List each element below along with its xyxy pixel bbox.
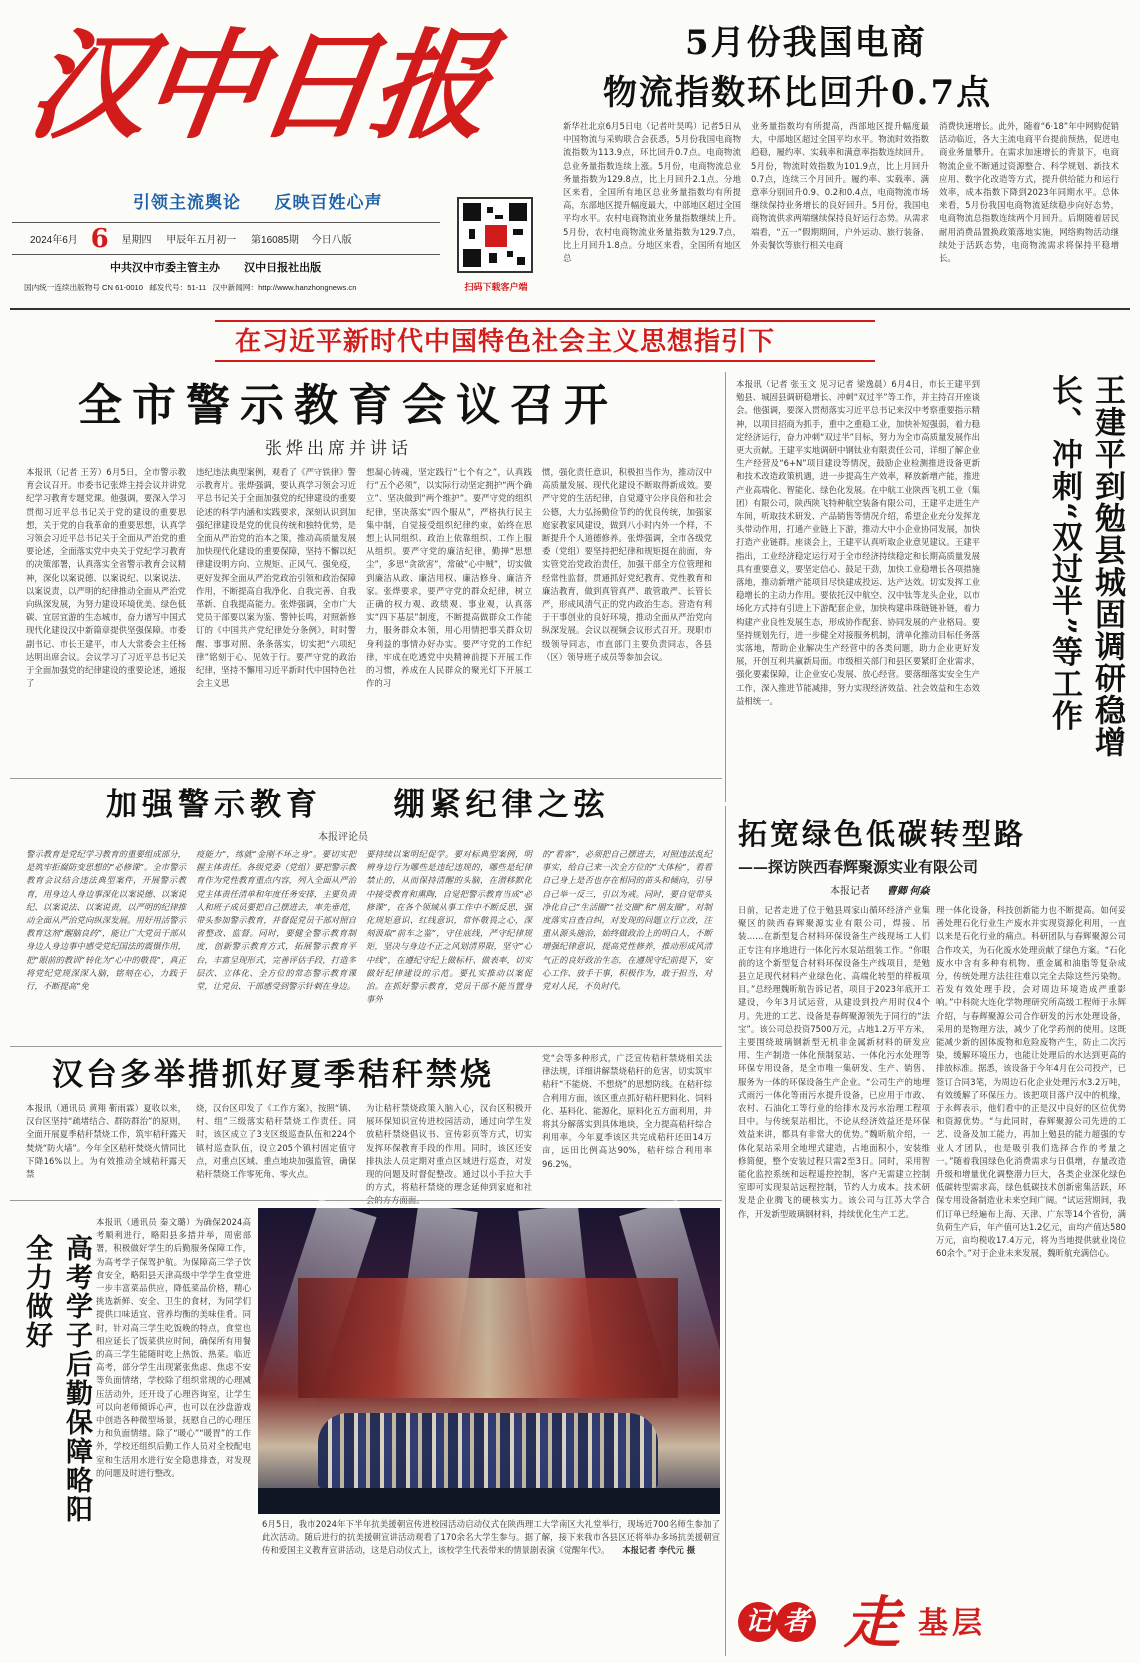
green-story-title: 拓宽绿色低碳转型路 bbox=[738, 817, 1027, 851]
straw-story-col-4: 党“会等多种形式，广泛宣传秸秆禁烧相关法律法规，详细讲解禁烧秸秆的危害，切实筑牢秸秆“不能烧、不想烧”的思想防线。在秸秆综合利用方面，该区重点抓好秸秆肥料化、饲料化、基料化、能源化，原料化五方面利用，并将其分解落实到具体地块，全力提高秸秆综合利用率。今年夏季该区共完成秸秆还田14万亩，远田比例高达90%，秸秆综合利用率96.2%。 bbox=[542, 1053, 712, 1169]
photo-credit: 本报记者 李代元 摄 bbox=[622, 1545, 696, 1556]
sponsor-line bbox=[110, 259, 470, 275]
corner-ji-circle bbox=[738, 1602, 778, 1642]
straw-story-title: 汉台多举措抓好夏季秸秆禁烧 bbox=[52, 1057, 494, 1093]
green-story-col-2: 理一体化设备，科技创新能力也不断提高。如何妥善处理石化行业生产废水并实现资源化利用，一直以来是石化行业的痛点。科研团队与春辉聚源公司合作攻关，为石化废水处理贡献了绿色方案。“石化废水中含有多种有机物、重金属和油脂等复杂成分，传统处理方法往往难以完全去除这些污染物。若发有效处理手段，会对周边环境造成严重影响。”中科院大连化学物理研究所高级工程师于永辉介绍，与春辉聚源公司合作研发的污水处理设备，采用的是物理方法，减少了化学药剂的使用。这既能减少新的固体废物和危险废物产生，防止二次污染，缓解环境压力，也能让处理后的水达到更高的排放标准。据悉，该设备于今年4月在公司投产，已签订合同3笔，为周边石化企业处理污水3.2万吨，有效缓解了环保压力。该把项目落户汉中的机缘，于永辉表示，他们看中的正是汉中良好的区位优势和资源优势。“与此同时，春辉聚源公司先进的工艺、设备及加工能力，再加上勉县的能力超强的专业人才团队，也是吸引我们选择合作的考量之一。”随着我国绿色化消费需求与日俱增，存量改造升级和增量优化调整潜力巨大，各类企业深化绿色低碳转型需求高，绿色低碳技术创新密集活跃，环保专用设备制造业未来空间广阔。“试运营期间，我们订单已经遍布上海、天津、广东等14个省份，满负荷生产后，年产值可达1.2亿元，亩均产值达580万元，亩均税收17.4万元，将为当地提供就业岗位60余个。”对于企业未来发展，魏昕航充满信心。 bbox=[936, 905, 1126, 1259]
main-story-col-4: 惯，强化责任意识，积极担当作为，推动汉中高质量发展、现代化建设不断取得新成效。要严守党的生活纪律，自觉遵守公序良俗和社会公德，大力弘扬勤俭节约的优良传统，加强家庭家教家风建设，做到八小时内外一个样，不断提升个人道德修养。张烨强调，全市各级党委（党组）要坚持把纪律和规矩挺在前面，夯实管党治党政治责任，加强干部全方位管理和经常性监督，贯通抓好党纪教育、党性教育和廉洁教育，做到真管真严、敢管敢严、长管长严，形成风清气正的党内政治生态。营造有利于干事创业的良好环境，推动全面从严治党向纵深发展。会议以视频会议形式召开。现职市级领导同志，市直部门主要负责同志，各县（区）领导班子成员等参加会议。 bbox=[542, 467, 712, 662]
issue-weekday: 星期四 bbox=[121, 235, 152, 246]
right-story-body: 本报讯（记者 张玉文 见习记者 梁逸晨）6月4日，市长王建平到勉县、城固县调研稳增长、冲刺“双过半”等工作，并主持召开座谈会。他强调，要深入贯彻落实习近平总书记来汉中考察重要指示精神，以项目招商为抓手，重中之重稳工业，加快补短强弱，着力稳定经济运行，奋力冲刺“双过半”目标，努力为全市高质量发展作出更大贡献。王建平实地调研中钢钛业有限责任公司，详细了解企业生产经营及“6+N”项目建设等情况，鼓励企业检测推进设备更新和技术改造政策机遇，进一步提高生产效率，释放新增产能，推进产业高端化、智能化、绿色化发展。在中航工业陕西飞机工业（集团）有限公司，陕西陕飞特种航空装备有限公司，王建平走进生产车间，听取技术研发、产品销售等情况介绍，希望企业充分发挥龙头带动作用，打通产业链上下游，推动大中小企业协同发展，加快打造产业链群。座谈会上，王建平认真听取企业意见建议。王建平指出，工业经济稳定运行对于全市经济持续稳定和长期高质量发展具有重要意义，要坚定信心、鼓足干劲，加快工业稳增长各项措施落地，推动新增产能项目尽快建成投运、达产达效。切实发挥工业稳增长的主动力作用。要依托汉中航空、汉中钛等龙头企业，以市场化方式持有引进上下游配套企业，加快构建串珠链链补链，着力构建产业良性发展生态，形成协作配套、协同发展的产业格局。要坚持规划先行，进一步健全对接服务机制，清单化推动目标任务落实落地，帮助企业解决生产经营中的各类问题，助力企业更好发展，开创互利共赢新局面。市级相关部门和县区要紧盯企业需求，强化要素保障，让企业安心发展、放心经营。要落细落实安全生产工作，深入推进节能减排，努力实现经济效益、社会效益和生态效益相统一。 bbox=[736, 379, 980, 706]
corner-zhe: 者 bbox=[782, 1607, 809, 1637]
main-story-subtitle: 张烨出席并讲话 bbox=[265, 439, 412, 459]
photo-caption bbox=[262, 1518, 720, 1650]
banner bbox=[215, 320, 875, 362]
straw-story bbox=[10, 1048, 720, 1198]
pub-info bbox=[24, 282, 464, 296]
exam-story-body: 本报讯（通讯员 秦文璐）为确保2024高考顺利进行，略阳县多措并举，周密部署，积极做好学生的后勤服务保障工作，为高考学子保驾护航。为保障高三学子饮食安全，略阳县天津高级中学学生食堂进一步丰富菜品供应，降低菜品价格，精心挑选新鲜、安全、卫生的食材，为同学们提供口味适宜、营养均衡的美味佳肴。同时，针对高三学生吃饭晚的特点，食堂也相应延长了饭菜供应时间，确保所有用餐的高三学生能随时吃上热饭、热菜。临近高考，部分学生出现紧张焦虑、焦虑不安等负面情绪，学校除了组织常规的心理减压活动外，还开设了心理咨询室，让学生可以向老师倾诉心声，也可以在沙盘游戏中创造各种微型场景，抚慰自己的心理压力和负面情绪。除了“暖心”“暖胃”的工作外，学校还组织后勤工作人员对全校配电室和生活用水进行安全隐患排查，对发现的问题及时进行整改。 bbox=[96, 1217, 251, 1478]
top-story-col-2: 业务量指数均有所提高，西部地区提升幅度最大，中部地区超过全国平均水平。物流时效指数趋稳，履约率、实载率和满意率指数连续回升。5月份，物流时效指数为101.9点，比上月回升0.7点，连续三个月回升。履约率、实载率、满意率分别回升0.9、0.2和0.4点，电商物流市场继续保持业务增长的良好回升。5月份，我国电商物流供求两端继续保持良好运行态势。从需求端看，“五一”假期期间，户外运动、旅行装备、外卖餐饮等旅行相关电商 bbox=[751, 121, 929, 250]
slogan-right: 反映百姓心声 bbox=[274, 193, 383, 212]
event-photo bbox=[258, 1208, 720, 1514]
qr-caption: 扫码下载客户端 bbox=[464, 282, 528, 292]
straw-story-col-3: 为让秸秆禁烧政策入脑入心，汉台区积极开展环保知识宣传进校园活动，通过向学生发放秸秆禁烧倡议书、宣传彩页等方式，切实发挥环保教育手段的作用。同时，该区还安排执法人员定期对重点区域进行巡查，对发现的问题及时督促整改。通过以小手拉大手的方式，将秸秆禁烧的理念延伸到家庭和社 bbox=[366, 1103, 532, 1193]
sponsor: 中共汉中市委主管主办 bbox=[110, 262, 220, 274]
commentary-byline: 本报评论员 bbox=[318, 832, 368, 843]
green-story-byline bbox=[830, 882, 1090, 898]
commentary-title-right: 绷紧纪律之弦 bbox=[393, 787, 610, 823]
issue-number: 第16085期 bbox=[251, 235, 299, 246]
issue-lunar: 甲辰年五月初一 bbox=[166, 235, 237, 246]
issue-day: 6 bbox=[90, 224, 109, 254]
commentary-col-4: 的“看客”，必须把自己摆进去，对照违法乱纪事实，给自己来一次全方位的“大体检”，看看自己身上是否也存在相同的苗头和倾向，引导自己举一反三，引以为戒。同时，要自觉带头净化自己“生活圈”“社交圈”和“朋友圈”，对制度落实自查自纠，对发现的问题立行立改，注重从源头施治，始终做政治上的明白人，不断增强纪律意识，提高党性修养，推动形成风清气正的良好政治生态，在遵规守纪前提下，安心工作、放手干事，积极作为，敢于担当，对党对人民，不负时代。 bbox=[542, 849, 712, 992]
main-story-col-1: 本报讯（记者 王芳）6月5日，全市警示教育会议召开。市委书记张烨主持会议并讲党纪学习教育专题党课。他强调，要深入学习贯彻习近平总书记关于党的建设的重要思想，关于党的自我革命的重要思想，认真学习领会习近平总书记关于全面从严治党的重要论述，全面落实党中央关于党纪学习教育的决策部署，认真落实全省警示教育会议精神，深化以案说德、以案说纪、以案说法、以案说责，以严明的纪律推动全面从严治党向纵深发展，为努力建设环境优美、绿色低碳、宜居宜游的生态城市，奋力谱写中国式现代化建设汉中新篇章提供坚强保障。市委副书记、市长王建平，市人大常委会主任杨达明出席会议。会议学习了习近平总书记关于全面加强党的纪律建设的重要论述，通报了 bbox=[26, 467, 186, 689]
top-story bbox=[555, 10, 1130, 300]
banner-line-top bbox=[215, 320, 875, 322]
reporter-corner bbox=[734, 1590, 1130, 1656]
qr-code[interactable] bbox=[457, 197, 533, 273]
cn-number: 国内统一连续出版物号 CN 61-0010 bbox=[24, 283, 143, 292]
slogan-left: 引领主流舆论 bbox=[133, 193, 241, 212]
banner-line-bottom bbox=[215, 360, 875, 362]
commentary-title bbox=[106, 782, 666, 828]
top-story-col-1: 新华社北京6月5日电（记者叶昊鸣）记者5日从中国物流与采购联合会获悉，5月份我国电商物流指数为113.9点，环比回升0.7点。电商物流总业务量指数连续上涨。5月份，电商物流总业务量指数为129.8点，比上月回升2.1点。分地区来看，全国所有地区总业务量指数均有所提高，东部地区提升幅度最大，中部地区超过全国平均水平。农村电商物流业务量指数继续上升。5月份，农村电商物流业务量指数为129.7点，比上月回升1.8点。分地区来看，全国所有地区总 bbox=[563, 121, 741, 264]
commentary-col-1: 警示教育是党纪学习教育的重要组成部分，是筑牢拒腐防变思想的“必修课”。全市警示教育会议结合违法典型案件，开展警示教育，用身边人身边事深化以案说德、以案说纪、以案说法、以案说责，以严明的纪律推动全面从严治党向纵深发展。用好用活警示教育这剂“醒脑良药”，能让广大党员干部从身边人身边事中感受党纪国法的震慑作用，把“眼前的教训”转化为“心中的敬畏”，真正将党纪党规深深入脑，铭刻在心，力践于行，不断提高“免 bbox=[26, 849, 186, 992]
corner-jiceng: 基层 bbox=[918, 1606, 986, 1641]
postal-code: 邮发代号：51-11 bbox=[149, 283, 207, 292]
date-line bbox=[30, 226, 460, 252]
green-byline-label: 本报记者 bbox=[830, 886, 870, 897]
stage-floor bbox=[258, 1488, 720, 1514]
top-story-title-1: 5月份我国电商 bbox=[685, 23, 927, 63]
corner-zou: 走 bbox=[844, 1590, 900, 1656]
top-story-title-2: 物流指数环比回升0.7点 bbox=[603, 73, 993, 113]
website[interactable]: 汉中新闻网：http://www.hanzhongnews.cn bbox=[212, 283, 357, 292]
commentary-col-2: 疫能力”，练就“金刚不坏之身”。要切实把握主体责任。各级党委（党组）要把警示教育作为党性教育重点内容，列入全面从严治党主体责任清单和年度任务安排，主要负责人和班子成员要把自己摆进去，率先垂范，带头参加警示教育，并督促党员干部对照自省整改、监督。同时，要健全警示教育制度，创新警示教育方式，拓展警示教育平台，丰富呈现形式，完善评估手段，打造多层次、立体化、全方位的常态警示教育课堂，让党员、干部感受到警示针刺在身边。 bbox=[196, 849, 356, 992]
performers bbox=[318, 1413, 658, 1488]
top-story-col-3: 消费快速增长。此外，随着“6·18”年中网购促销活动临近，各大主流电商平台提前预热，促进电商业务量攀升。在需求加速增长的背景下，电商物流企业不断通过资源整合、科学规划、新技术应用、数字化改造等方式，提升供给能力和运行效率，成本指数下降到2023年同期水平。总体来看，5月份我国电商物流延续稳步向好态势，电商物流总指数连续两个月回升。后期随着居民耐用消费品置换政策落地实施，网络购物活动继续处于活跃态势，电商物流需求将保持平稳增长。 bbox=[939, 121, 1119, 264]
photo-caption-text: 6月5日，我市2024年下半年抗美援朝宣传进校园活动启动仪式在陕西理工大学南区大礼堂举行，现场近700名师生参加了此次活动。随后进行的抗美援朝宣讲活动观看了170余名大学生参与。据了解，接下来我市各县区还将举办多场抗美援朝宣传和爱国主义教育宣讲活动，这是启动仪式上，该校学生代表带来的情景剧表演《觉醒年代》。 bbox=[262, 1519, 720, 1556]
corner-zhe-circle bbox=[776, 1602, 816, 1642]
green-story-col-1: 日前，记者走进了位于勉县周家山循环经济产业集聚区的陕西春辉聚源实业有限公司，焊接、吊装……在新型复合材料环保设备生产线现场工人们正专注有序地进行一体化污水泵站组装工作。“你眼前的这个新型复合材料环保设备生产线项目，是勉县立足现代材料产业绿色化、高端化转型的样板项目。”总经理魏昕航告诉记者，项目于2023年底开工建设，今年3月试运营，从建设到投产用时仅4个月。先进的工艺、设备是春辉聚源领先于同行的“法宝”。该公司总投资7500万元，占地1.2万平方米，主要围绕玻璃钢新型无机非金属新材料的研发应用、生产制造一体化预制泵站、一体化污水处理等环保专用设备，是全市唯一集研发、生产、销售、服务为一体的环保设备生产企业。“公司生产的地埋式雨污一体化等雨污水提升设备，已应用于市政、农村、石油化工等行业的给排水及污水治理工程项目中。与传统泵站相比，不论从经济效益还是环保效益来讲，都具有非常大的优势。”魏昕航介绍，一体化泵站采用全地埋式建造，占地面积小，安装维修简便，整个安装过程只需2至3日。同时，采用智能化监控系统和远程遥控控制，客户无需建立控制室即可实现泵站远程控制，节约人力成本。技术研发是企业腾飞的硬核实力。该公司与江苏大学合作，开发新型玻璃钢材料，持续优化生产工艺。 bbox=[738, 905, 930, 1219]
publisher: 汉中日报社出版 bbox=[244, 262, 322, 274]
straw-story-col-2: 烧，汉台区印发了《工作方案》，按照“镇、村、组”三级落实秸秆禁烧工作责任。同时，该区成立了3支区级巡查队伍和224个镇村巡查队伍，设立205个镇村固定值守点，对重点区域、重点地块加强监管，确保秸秆禁烧工作零死角、零火点。 bbox=[196, 1103, 356, 1180]
issue-pages: 今日八版 bbox=[311, 235, 352, 246]
issue-date: 2024年6月 bbox=[30, 235, 78, 246]
green-byline-names: 曹卿 何焱 bbox=[886, 886, 930, 897]
commentary-title-left: 加强警示教育 bbox=[106, 787, 322, 823]
exam-story-continued bbox=[14, 1536, 252, 1656]
main-story-title: 全市警示教育会议召开 bbox=[78, 380, 618, 431]
banner-text: 在习近平新时代中国特色社会主义思想指引下 bbox=[235, 326, 776, 356]
green-story-subtitle: ——探访陕西春辉聚源实业有限公司 bbox=[738, 858, 979, 876]
right-story bbox=[730, 372, 1130, 802]
slogan bbox=[133, 188, 473, 210]
newspaper-logo: 汉中日报 bbox=[20, 16, 496, 155]
commentary-col-3: 要持续以案明纪促学。要对标典型案例，明辨身边行为哪些是违纪违规的，哪些是纪律禁止的，从而保持清醒的头脑，在潜移默化中接受教育和熏陶，自觉把警示教育当成“必修课”，在各个领域从事工作中不断反思，强化规矩意识、红线意识，常怀敬畏之心，深刻汲取“前车之鉴”，守住底线，严守纪律规矩，坚决与身边不正之风划清界限，坚守“心中线”，在遵纪守纪上做标杆、做表率，切实做好纪律建设的示范。要扎实推动以案促治。在抓好警示教育，党员干部不能当置身事外 bbox=[366, 849, 532, 1005]
exam-story-title: 高考学子后勤保障略阳全力做好 bbox=[21, 1234, 92, 1524]
straw-story-col-1: 本报讯（通讯员 黄翔 靳雨霖）夏收以来，汉台区坚持“疏堵结合、群防群治”的原则，全面开展夏季秸秆禁烧工作，筑牢秸秆露天焚烧“防火墙”。今年全区秸秆焚烧火情同比下降16%以上。为有效推动全域秸秆露天禁 bbox=[26, 1103, 186, 1180]
commentary bbox=[10, 780, 720, 1045]
main-story-col-2: 违纪违法典型案例，观看了《严守铁律》警示教育片。张烨强调，要认真学习领会习近平总书记关于全面加强党的纪律建设的重要论述的科学内涵和实践要求，深刻认识到加强纪律建设是党的优良传统和独特优势，是全面从严治党的治本之策，推动高质量发展加快现代化建设的重要保障，坚持不懈以纪律建设明方向、立规矩、正风气、强免疫，更好发挥全面从严治党政治引领和政治保障作用，不断提高自我净化、自我完善、自我革新、自我提高能力。张烨强调，全市广大党员干部要以案为鉴、警钟长鸣，对照新修订的《中国共产党纪律处分条例》，时时警醒、事事对照、条条落实，切实把“六项纪律”铭刻于心、见效于行。要严守党的政治纪律，坚持不懈用习近平新时代中国特色社会主义思 bbox=[196, 467, 356, 689]
green-story bbox=[730, 806, 1130, 1586]
main-story-col-3: 想凝心铸魂，坚定践行“七个有之”，认真践行“五个必须”，以实际行动坚定拥护“两个确立”、坚决做到“两个维护”。要严守党的组织纪律，坚决落实“四个服从”，严格执行民主集中制，自觉接受组织纪律约束，始终在思想上认同组织、政治上依靠组织、工作上服从组织。要严守党的廉洁纪律，勤掸“思想尘”，多思“贪欲害”，常破“心中贼”，切实做到廉洁从政、廉洁用权、廉洁修身、廉洁齐家。张烨要求，要严守党的群众纪律，树立正确的权力观、政绩观、事业观，认真落实“四下基层”制度，不断提高做群众工作能力，服务群众本领，用心用情把事关群众切身利益的事情办好办实。要严守党的工作纪律，牢成在吃透党中央精神前提下开展工作的习惯，养成在人民群众的聚光灯下开展工作的习 bbox=[366, 467, 532, 689]
main-story bbox=[10, 370, 720, 775]
stage-screen bbox=[298, 1278, 678, 1398]
right-story-title: 王建平到勉县城固调研稳增长、冲刺“双过半”等工作 bbox=[1046, 374, 1125, 758]
corner-ji: 记 bbox=[744, 1607, 771, 1637]
